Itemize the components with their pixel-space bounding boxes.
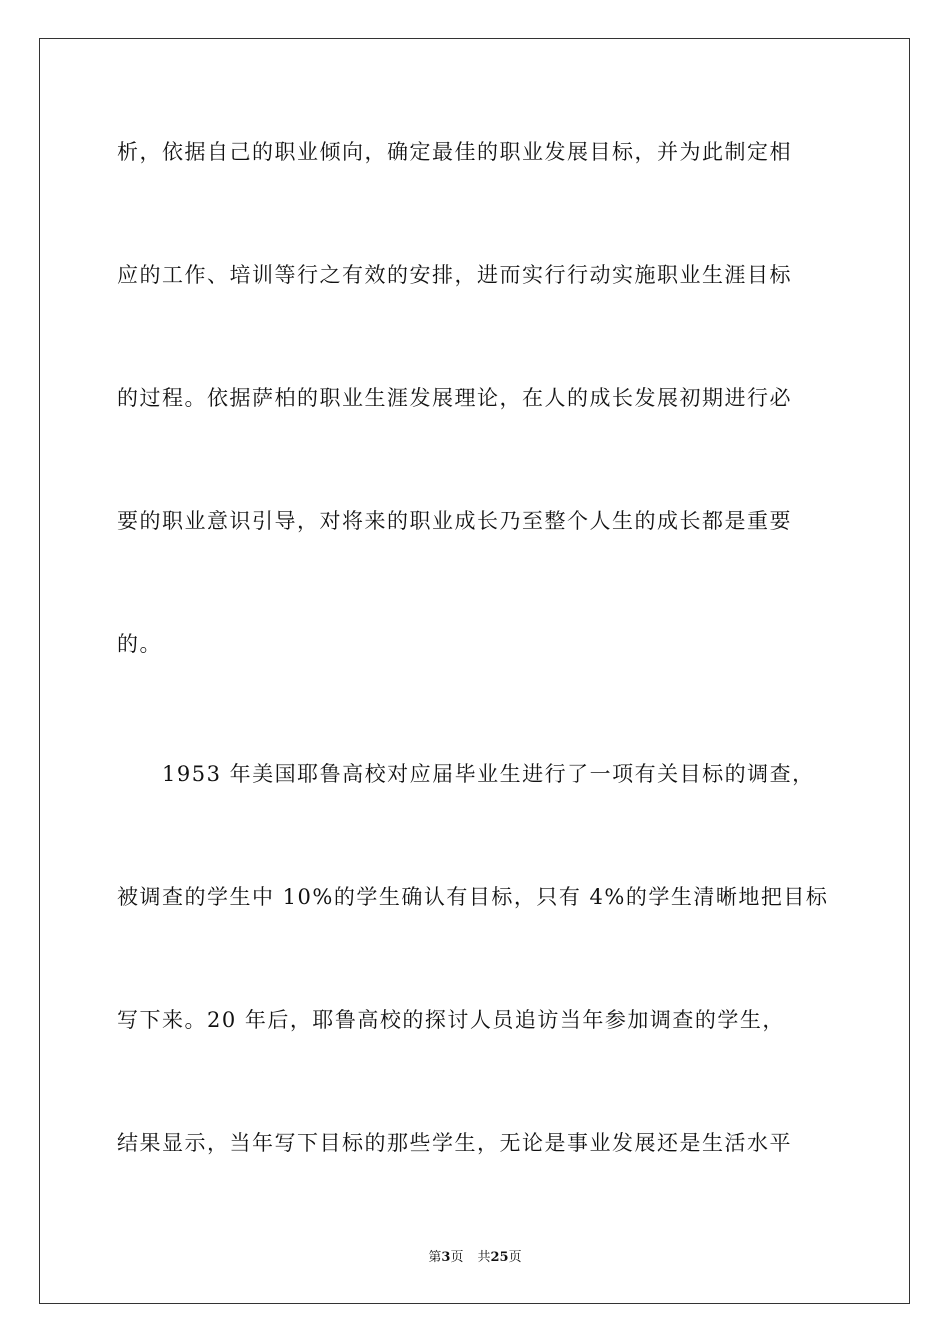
text-line: 析，依据自己的职业倾向，确定最佳的职业发展目标，并为此制定相 [117, 140, 792, 164]
total-suffix: 页 [508, 1250, 522, 1265]
page-suffix: 页 [450, 1250, 464, 1265]
text-line-indented: 1953 年美国耶鲁高校对应届毕业生进行了一项有关目标的调查， [162, 762, 815, 786]
page-border [39, 38, 910, 1304]
text-line: 要的职业意识引导，对将来的职业成长乃至整个人生的成长都是重要 [117, 509, 792, 533]
page-prefix: 第 [428, 1250, 442, 1265]
page-footer [0, 1249, 950, 1267]
total-prefix: 共 [477, 1250, 491, 1265]
text-line: 结果显示，当年写下目标的那些学生，无论是事业发展还是生活水平 [117, 1131, 792, 1155]
text-line: 写下来。20 年后，耶鲁高校的探讨人员追访当年参加调查的学生， [117, 1008, 785, 1032]
text-line: 的。 [117, 632, 162, 656]
text-line: 的过程。依据萨柏的职业生涯发展理论，在人的成长发展初期进行必 [117, 386, 792, 410]
total-pages: 25 [490, 1250, 509, 1265]
page-number: 3 [441, 1250, 451, 1265]
text-line: 应的工作、培训等行之有效的安排，进而实行行动实施职业生涯目标 [117, 263, 792, 287]
text-line: 被调查的学生中 10%的学生确认有目标，只有 4%的学生清晰地把目标 [117, 885, 829, 909]
